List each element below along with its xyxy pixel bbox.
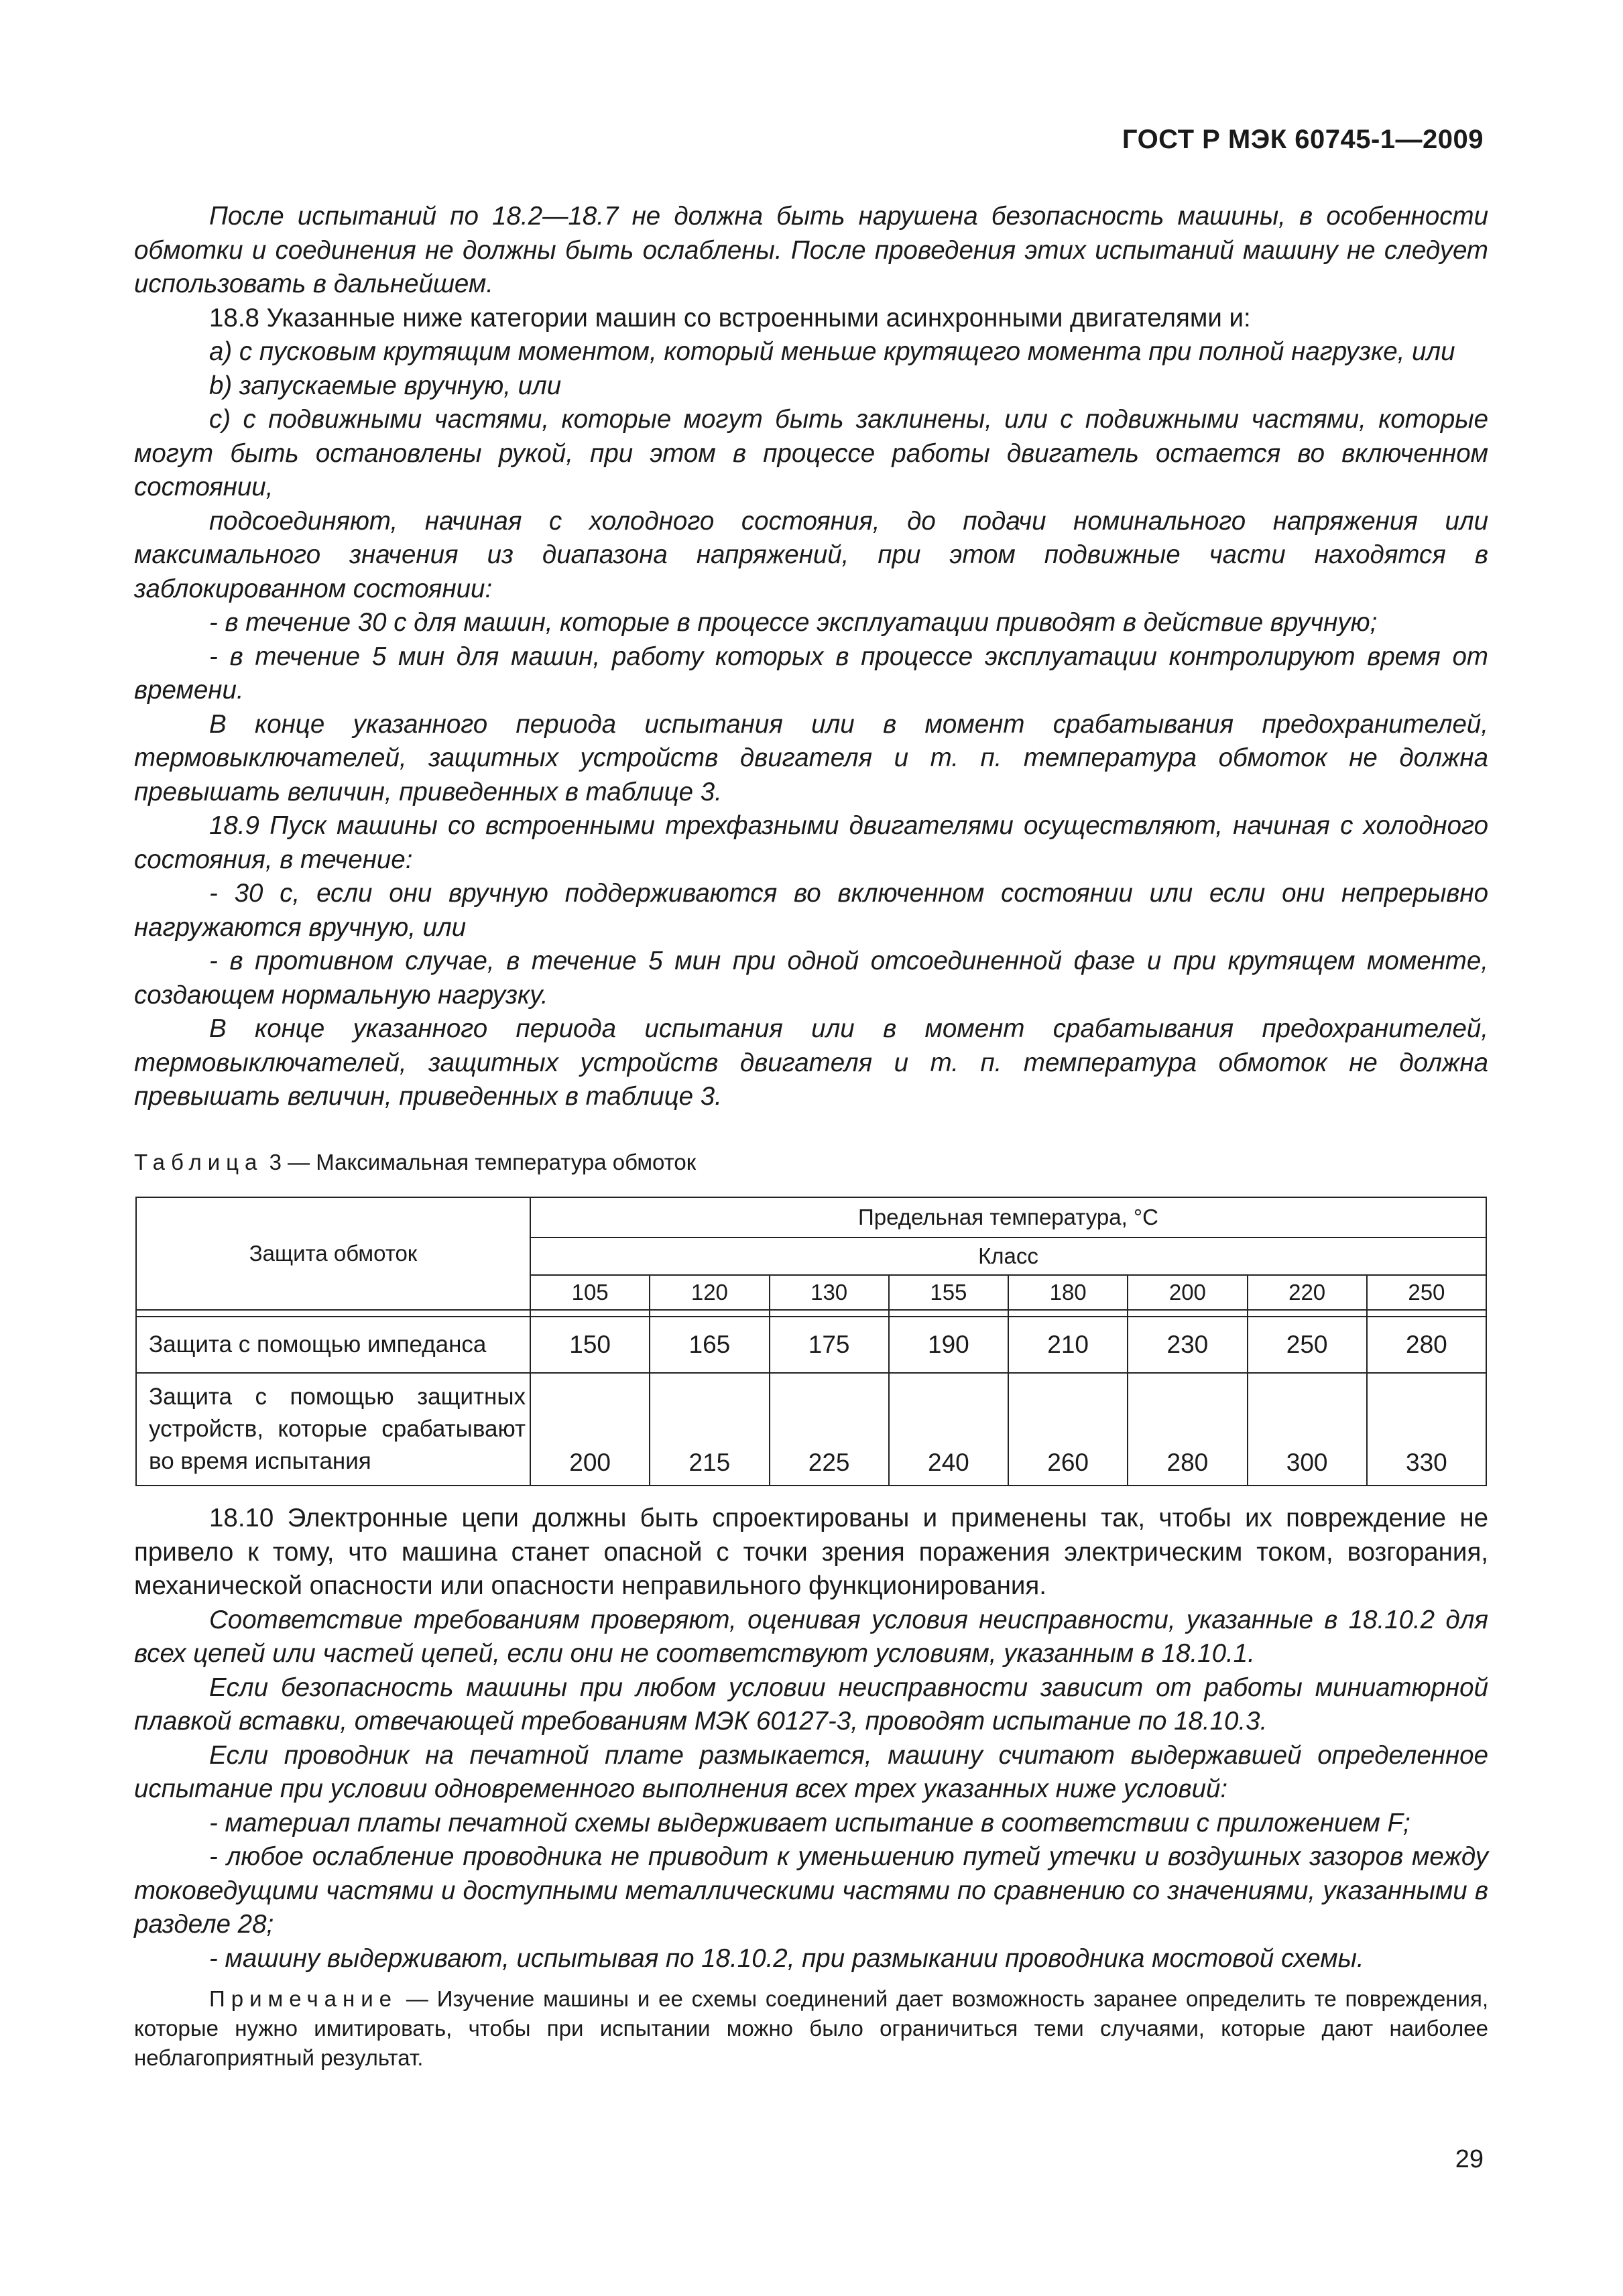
clause-18-10: 18.10 Электронные цепи должны быть спроектированы и применены так, чтобы их повреждение не привело к тому, что машина станет опасной с точки зрения поражения электрическим током, возгорания, механической опасности или опасности неправильного функционирования. <box>134 1504 1488 1600</box>
page-number: 29 <box>1455 2145 1484 2173</box>
class-cell: 155 <box>889 1275 1008 1310</box>
document-code-header: ГОСТ Р МЭК 60745-1—2009 <box>1122 125 1484 154</box>
dash-item: - материал платы печатной схемы выдерживает испытание в соответствии с приложением F; <box>209 1808 1410 1837</box>
limit-temperature-header: Предельная температура, °С <box>530 1197 1486 1237</box>
table-cell: 240 <box>889 1373 1008 1486</box>
paragraph: В конце указанного периода испытания или в момент срабатывания предохранителей, термовыключателей, защитных устройств двигателя и т. п. температура обмоток не должна превышать величин, приведенных в таблице 3. <box>134 709 1488 806</box>
list-item-a: a) с пусковым крутящим моментом, который меньше крутящего момента при полной нагрузке, или <box>209 337 1455 366</box>
table-cell: 300 <box>1248 1373 1367 1486</box>
class-header: Класс <box>530 1237 1486 1275</box>
table-cell: 210 <box>1008 1317 1128 1373</box>
dash-item: - в течение 30 с для машин, которые в процессе эксплуатации приводят в действие вручную; <box>209 608 1378 637</box>
table-caption-text: 3 — Максимальная температура обмоток <box>269 1150 697 1174</box>
table-cell: 200 <box>530 1373 650 1486</box>
list-item-b: b) запускаемые вручную, или <box>209 371 562 400</box>
clause-18-8 <box>134 302 1488 336</box>
table-caption <box>134 1148 696 1177</box>
table-row <box>136 1317 1486 1373</box>
main-text <box>134 200 1488 1114</box>
paragraph: Соответствие требованиям проверяют, оценивая условия неисправности, указанные в 18.10.2 для всех цепей или частей цепей, если они не соответствуют условиям, указанным в 18.10.1. <box>134 1605 1488 1668</box>
list-item-c: c) с подвижными частями, которые могут быть заклинены, или с подвижными частями, которые могут быть остановлены рукой, при этом в процессе работы двигатель остается во включенном состоянии, <box>134 405 1488 501</box>
class-cell: 130 <box>770 1275 889 1310</box>
table-cell: 175 <box>770 1317 889 1373</box>
class-cell: 200 <box>1128 1275 1247 1310</box>
table-cell: 190 <box>889 1317 1008 1373</box>
table-cell: 165 <box>650 1317 769 1373</box>
dash-item: - в противном случае, в течение 5 мин при одной отсоединенной фазе и при крутящем моменте, создающем нормальную нагрузку. <box>134 947 1488 1010</box>
note <box>134 1984 1488 2073</box>
class-cell: 180 <box>1008 1275 1128 1310</box>
note-label: Примечание <box>209 1986 398 2011</box>
paragraph: После испытаний по 18.2—18.7 не должна быть нарушена безопасность машины, в особенности обмотки и соединения не должны быть ослаблены. После проведения этих испытаний машину не следует использовать в дальнейшем. <box>134 202 1488 298</box>
table-cell: 330 <box>1367 1373 1486 1486</box>
note-paragraph <box>134 1984 1488 2073</box>
paragraph: Если безопасность машины при любом условии неисправности зависит от работы миниатюрной плавкой вставки, отвечающей требованиям МЭК 60127-3, проводят испытание по 18.10.3. <box>134 1673 1488 1736</box>
dash-item: - 30 с, если они вручную поддерживаются во включенном состоянии или если они непрерывно нагружаются вручную, или <box>134 879 1488 942</box>
class-cell: 105 <box>530 1275 650 1310</box>
paragraph: подсоединяют, начиная с холодного состояния, до подачи номинального напряжения или максимального значения из диапазона напряжений, при этом подвижные части находятся в заблокированном состоянии: <box>134 506 1488 603</box>
class-cell: 250 <box>1367 1275 1486 1310</box>
note-text: — Изучение машины и ее схемы соединений дает возможность заранее определить те повреждения, которые нужно имитировать, чтобы при испытании можно было ограничиться теми случаями, которые дают наиболее неблагоприятный результат. <box>134 1986 1489 2070</box>
paragraph: В конце указанного периода испытания или в момент срабатывания предохранителей, термовыключателей, защитных устройств двигателя и т. п. температура обмоток не должна превышать величин, приведенных в таблице 3. <box>134 1014 1488 1111</box>
class-cell: 120 <box>650 1275 769 1310</box>
class-cell: 220 <box>1248 1275 1367 1310</box>
table-cell: 280 <box>1367 1317 1486 1373</box>
dash-item: - любое ослабление проводника не приводит к уменьшению путей утечки и воздушных зазоров между токоведущими частями и доступными металлическими частями по сравнению со значениями, указанными в разделе 28; <box>134 1842 1488 1939</box>
table-cell: 230 <box>1128 1317 1247 1373</box>
table-header-row <box>136 1197 1486 1237</box>
winding-protection-header: Защита обмоток <box>136 1197 530 1310</box>
paragraph: Если проводник на печатной плате размыкается, машину считают выдержавшей определенное испытание при условии одновременного выполнения всех трех указанных ниже условий: <box>134 1740 1488 1803</box>
temperature-table <box>135 1197 1487 1486</box>
row-label: Защита с помощью импеданса <box>136 1317 530 1373</box>
clause-18-9: 18.9 Пуск машины со встроенными трехфазными двигателями осуществляют, начиная с холодного состояния, в течение: <box>134 811 1488 874</box>
table-divider-row <box>136 1310 1486 1317</box>
table-cell: 250 <box>1248 1317 1367 1373</box>
clause-18-8-text: 18.8 Указанные ниже категории машин со встроенными асинхронными двигателями и: <box>209 303 1251 333</box>
dash-item: - в течение 5 мин для машин, работу которых в процессе эксплуатации контролируют время от времени. <box>134 642 1488 705</box>
table-cell: 150 <box>530 1317 650 1373</box>
section-18-10 <box>134 1502 1488 1976</box>
table-cell: 215 <box>650 1373 769 1486</box>
table-cell: 260 <box>1008 1373 1128 1486</box>
table-caption-label: Таблица <box>134 1150 263 1174</box>
dash-item: - машину выдерживают, испытывая по 18.10.2, при размыкании проводника мостовой схемы. <box>209 1943 1364 1973</box>
row-label: Защита с помощью защитных устройств, которые срабатывают во время испытания <box>136 1373 530 1486</box>
table-row <box>136 1373 1486 1486</box>
table-cell: 225 <box>770 1373 889 1486</box>
table-cell: 280 <box>1128 1373 1247 1486</box>
